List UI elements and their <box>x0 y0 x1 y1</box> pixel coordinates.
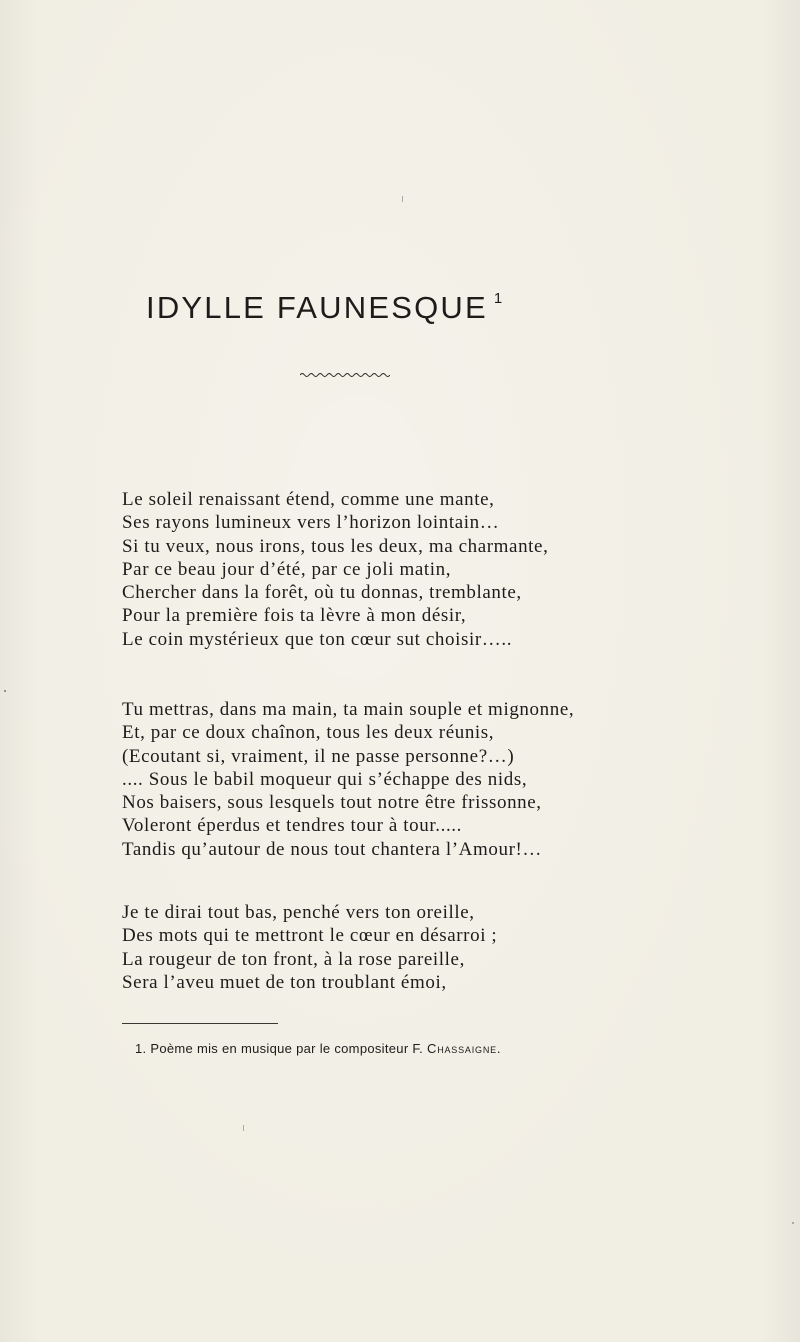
footnote-number: 1. <box>135 1041 147 1056</box>
verse-line: Nos baisers, sous lesquels tout notre être frissonne, <box>122 792 542 814</box>
footnote-composer-name: Chassaigne. <box>427 1041 502 1056</box>
paper-speck <box>243 1125 244 1131</box>
footnote <box>135 1041 501 1056</box>
footnote-text: Poème mis en musique par le compositeur F. <box>150 1041 424 1056</box>
paper-speck <box>402 196 403 202</box>
show-through-text <box>100 170 700 198</box>
verse-line: Pour la première fois ta lèvre à mon désir, <box>122 605 467 627</box>
verse-line: Ses rayons lumineux vers l’horizon lointain… <box>122 512 500 534</box>
verse-line: .... Sous le babil moqueur qui s’échappe des nids, <box>122 768 528 790</box>
verse-line: La rougeur de ton front, à la rose pareille, <box>122 948 465 970</box>
footnote-reference: 1 <box>493 289 503 307</box>
paper-speck <box>792 1222 794 1224</box>
verse-line: Je te dirai tout bas, penché vers ton oreille, <box>122 902 475 923</box>
verse-line: Tu mettras, dans ma main, ta main souple et mignonne, <box>122 699 575 720</box>
paper-speck <box>4 690 6 692</box>
stanza-2 <box>122 698 574 861</box>
stanza-3 <box>122 901 497 994</box>
verse-line: Des mots qui te mettront le cœur en désarroi ; <box>122 925 498 947</box>
footnote-divider <box>122 1023 278 1024</box>
poem-title <box>146 290 502 326</box>
verse-line: Sera l’aveu muet de ton troublant émoi, <box>122 971 447 993</box>
verse-line: Voleront éperdus et tendres tour à tour..... <box>122 815 463 837</box>
verse-line: Par ce beau jour d’été, par ce joli matin, <box>122 558 452 580</box>
verse-line: (Ecoutant si, vraiment, il ne passe personne?…) <box>122 745 515 767</box>
poem-title-text: IDYLLE FAUNESQUE <box>146 290 488 325</box>
verse-line: Le soleil renaissant étend, comme une mante, <box>122 489 495 510</box>
verse-line: Chercher dans la forêt, où tu donnas, tremblante, <box>122 582 522 604</box>
verse-line: Et, par ce doux chaînon, tous les deux réunis, <box>122 722 495 744</box>
wavy-ornament-icon <box>300 371 390 379</box>
verse-line: Si tu veux, nous irons, tous les deux, ma charmante, <box>122 535 549 557</box>
verse-line: Le coin mystérieux que ton cœur sut choisir….. <box>122 628 513 650</box>
stanza-1 <box>122 488 548 651</box>
verse-line: Tandis qu’autour de nous tout chantera l’Amour!… <box>122 838 543 860</box>
